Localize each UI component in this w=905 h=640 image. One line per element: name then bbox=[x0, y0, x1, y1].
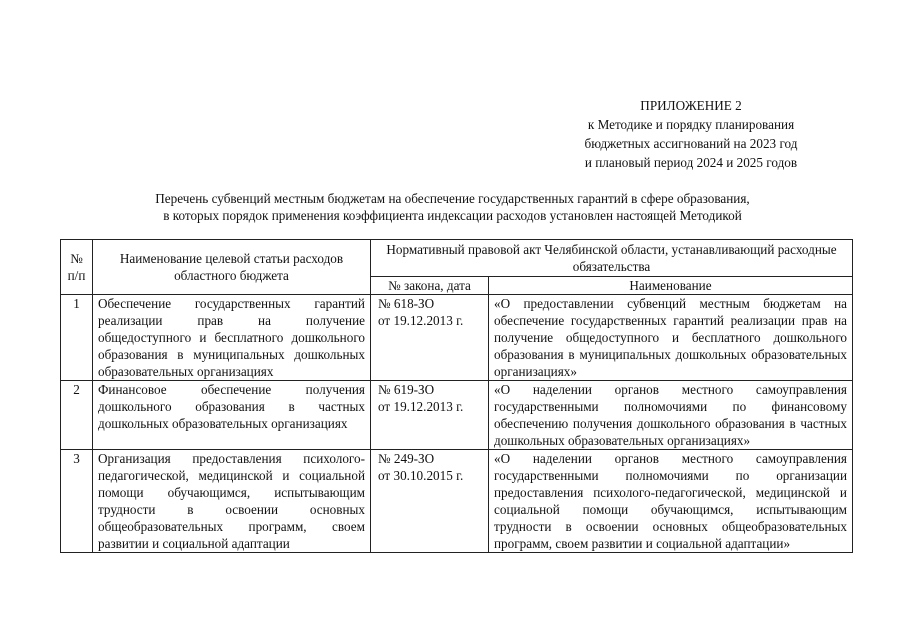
law-number: № 249-ЗО bbox=[378, 451, 435, 466]
law-date: от 30.10.2015 г. bbox=[378, 468, 464, 483]
appendix-ref-line: и плановый период 2024 и 2025 годов bbox=[584, 155, 798, 170]
row-law bbox=[371, 295, 489, 381]
row-act-name: «О наделении органов местного самоуправления государственными полномочиями по финансовому обеспечению получения дошкольного образования в частных дошкольных образовательных организациях» bbox=[489, 381, 853, 450]
subventions-table bbox=[60, 239, 853, 553]
row-law bbox=[371, 381, 489, 450]
appendix-number: ПРИЛОЖЕНИЕ 2 bbox=[640, 98, 742, 113]
table-row bbox=[61, 381, 853, 450]
title-line: Перечень субвенций местным бюджетам на обеспечение государственных гарантий в сфере образования, bbox=[155, 191, 750, 206]
row-num: 2 bbox=[61, 381, 93, 450]
header-act: Нормативный правовой акт Челябинской области, устанавливающий расходные обязательства bbox=[371, 240, 853, 277]
row-act-name: «О наделении органов местного самоуправления государственными полномочиями по организации предоставления психолого-педагогической, медицинской и социальной помощи обучающимся, испытывающим трудности в освоении основных общеобразовательных программ, своем развитии и социальной адаптации» bbox=[489, 450, 853, 553]
header-name: Наименование bbox=[489, 277, 853, 295]
appendix-ref-line: бюджетных ассигнований на 2023 год bbox=[584, 136, 798, 151]
table-row bbox=[61, 295, 853, 381]
header-law-no: № закона, дата bbox=[371, 277, 489, 295]
row-article: Обеспечение государственных гарантий реализации прав на получение общедоступного и бесплатного дошкольного образования в муниципальных дошкольных образовательных организациях bbox=[93, 295, 371, 381]
row-article: Финансовое обеспечение получения дошкольного образования в частных дошкольных образовательных организациях bbox=[93, 381, 371, 450]
row-act-name: «О предоставлении субвенций местным бюджетам на обеспечение государственных гарантий реализации прав на получение общедоступного и бесплатного дошкольного образования в муниципальных дошкольных образовательных организациях» bbox=[489, 295, 853, 381]
law-number: № 619-ЗО bbox=[378, 382, 435, 397]
law-date: от 19.12.2013 г. bbox=[378, 313, 464, 328]
title-line: в которых порядок применения коэффициента индексации расходов установлен настоящей Методикой bbox=[163, 208, 742, 223]
table-row bbox=[61, 450, 853, 553]
row-law bbox=[371, 450, 489, 553]
appendix-ref-line: к Методике и порядку планирования bbox=[587, 117, 795, 132]
appendix-header bbox=[565, 96, 817, 172]
header-article: Наименование целевой статьи расходов областного бюджета bbox=[93, 240, 371, 295]
row-num: 1 bbox=[61, 295, 93, 381]
law-number: № 618-ЗО bbox=[378, 296, 435, 311]
law-date: от 19.12.2013 г. bbox=[378, 399, 464, 414]
row-num: 3 bbox=[61, 450, 93, 553]
header-row bbox=[61, 240, 853, 277]
header-num: № п/п bbox=[61, 240, 93, 295]
row-article: Организация предоставления психолого-педагогической, медицинской и социальной помощи обучающимся, испытывающим трудности в освоении основных общеобразовательных программ, своем развитии и социальной адаптации bbox=[93, 450, 371, 553]
document-title bbox=[60, 190, 845, 224]
